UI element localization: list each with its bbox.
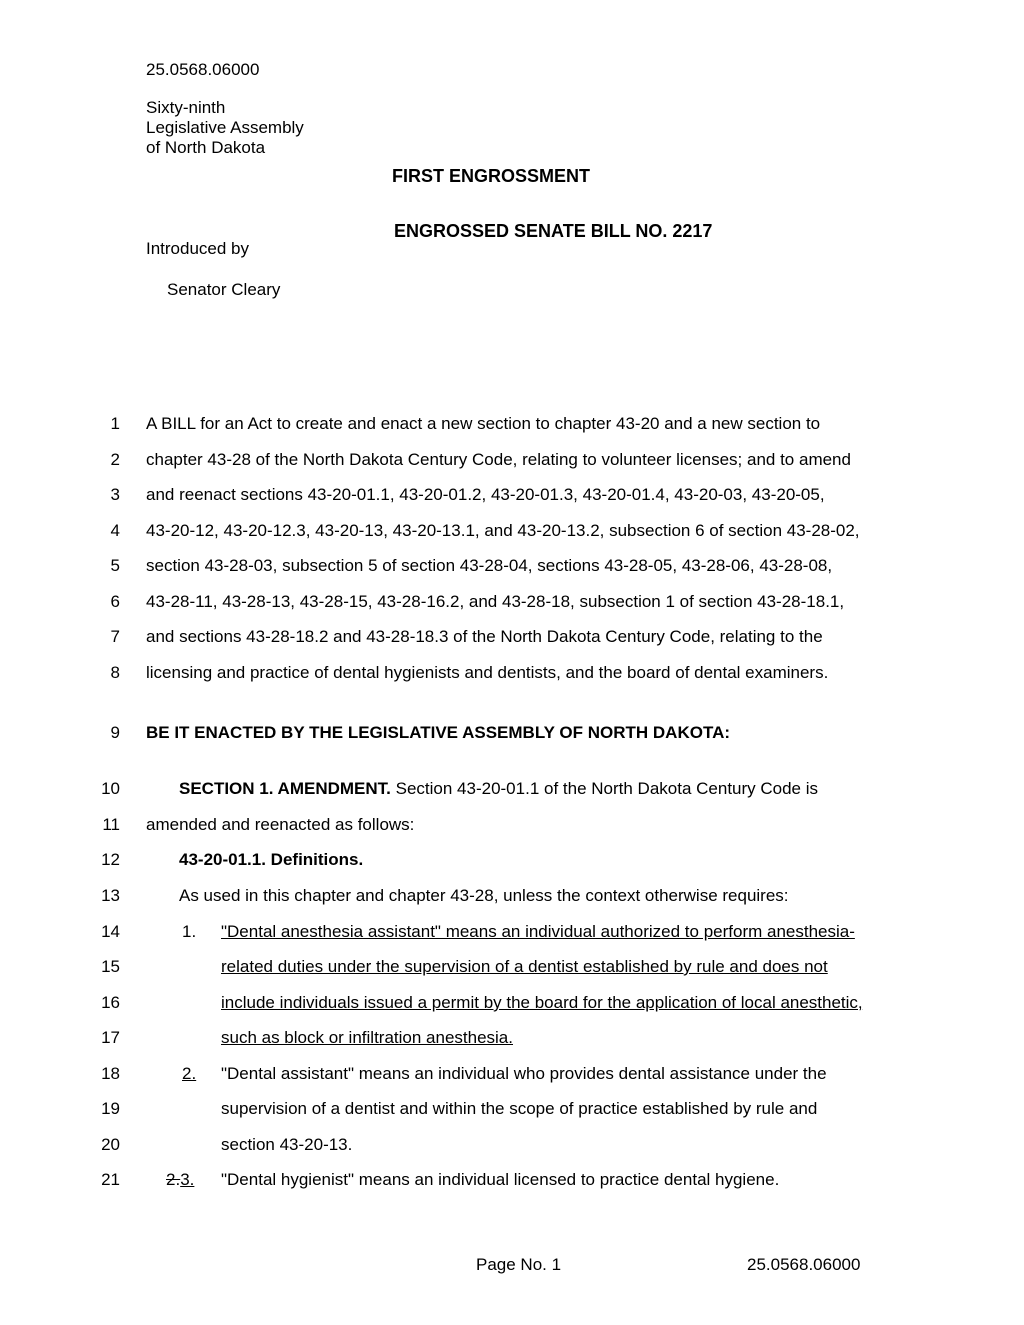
bill-text-line: 43-20-12, 43-20-12.3, 43-20-13, 43-20-13.1, and 43-20-13.2, subsection 6 of section 43-28-02,: [146, 521, 860, 540]
introduced-by-label: Introduced by: [146, 239, 250, 258]
line-number: 14: [101, 922, 120, 941]
section-heading-line: [179, 779, 818, 799]
line-number: 9: [110, 723, 120, 742]
line-number: 6: [110, 592, 120, 611]
bill-text-line: chapter 43-28 of the North Dakota Century Code, relating to volunteer licenses; and to amend: [146, 450, 851, 469]
inserted-text-line: related duties under the supervision of a dentist established by rule and does not: [221, 957, 828, 976]
line-number: 21: [101, 1170, 120, 1189]
line-number: 16: [101, 993, 120, 1012]
bill-text-line: and sections 43-28-18.2 and 43-28-18.3 of the North Dakota Century Code, relating to the: [146, 627, 823, 646]
bill-text-line: As used in this chapter and chapter 43-28, unless the context otherwise requires:: [179, 886, 789, 905]
line-number: 4: [110, 521, 120, 540]
line-number: 18: [101, 1064, 120, 1083]
line-number: 20: [101, 1135, 120, 1154]
line-number: 10: [101, 779, 120, 798]
bill-title: ENGROSSED SENATE BILL NO. 2217: [394, 221, 713, 241]
list-marker: 1.: [182, 922, 197, 941]
bill-text-line: licensing and practice of dental hygienists and dentists, and the board of dental examiners.: [146, 663, 829, 682]
line-number: 11: [102, 815, 120, 834]
new-marker: 3.: [180, 1170, 195, 1189]
assembly-line-1: Sixty-ninth: [146, 98, 226, 117]
line-number: 15: [101, 957, 120, 976]
inserted-text-line: include individuals issued a permit by the board for the application of local anesthetic,: [221, 993, 863, 1012]
line-number: 17: [101, 1028, 120, 1047]
bill-text-line: "Dental assistant" means an individual who provides dental assistance under the: [221, 1064, 827, 1083]
bill-text-line: "Dental hygienist" means an individual licensed to practice dental hygiene.: [221, 1170, 780, 1189]
document-number: 25.0568.06000: [146, 60, 260, 79]
assembly-line-2: Legislative Assembly: [146, 118, 304, 137]
assembly-line-3: of North Dakota: [146, 138, 266, 157]
list-marker: 2.: [182, 1064, 197, 1083]
struck-marker: 2.: [166, 1170, 181, 1189]
sponsor-name: Senator Cleary: [167, 280, 281, 299]
inserted-text-line: "Dental anesthesia assistant" means an individual authorized to perform anesthesia-: [221, 922, 855, 941]
line-number: 19: [101, 1099, 120, 1118]
list-marker-amended: [166, 1170, 194, 1190]
bill-text-line: supervision of a dentist and within the scope of practice established by rule and: [221, 1099, 818, 1118]
bill-text-line: section 43-20-13.: [221, 1135, 353, 1154]
bill-text-line: section 43-28-03, subsection 5 of section 43-28-04, sections 43-28-05, 43-28-06, 43-28-08,: [146, 556, 833, 575]
line-number: 1: [110, 414, 120, 433]
section-label: SECTION 1. AMENDMENT.: [179, 779, 391, 798]
line-number: 2: [110, 450, 120, 469]
page-number: Page No. 1: [476, 1255, 562, 1274]
enacting-clause: BE IT ENACTED BY THE LEGISLATIVE ASSEMBLY OF NORTH DAKOTA:: [146, 723, 731, 742]
line-number: 3: [110, 485, 120, 504]
bill-text-line: and reenact sections 43-20-01.1, 43-20-01.2, 43-20-01.3, 43-20-01.4, 43-20-03, 43-20-05,: [146, 485, 825, 504]
bill-text-line: amended and reenacted as follows:: [146, 815, 415, 834]
line-number: 5: [110, 556, 120, 575]
engrossment-title: FIRST ENGROSSMENT: [392, 166, 591, 186]
line-number: 7: [110, 627, 120, 646]
footer-document-number: 25.0568.06000: [747, 1255, 861, 1274]
definitions-heading: 43-20-01.1. Definitions.: [179, 850, 364, 869]
inserted-text-line: such as block or infiltration anesthesia.: [221, 1028, 513, 1047]
bill-text-line: 43-28-11, 43-28-13, 43-28-15, 43-28-16.2, and 43-28-18, subsection 1 of section 43-28-18.1,: [146, 592, 845, 611]
line-number: 8: [110, 663, 120, 682]
bill-text-line: A BILL for an Act to create and enact a new section to chapter 43-20 and a new section to: [146, 414, 821, 433]
line-number: 13: [101, 886, 120, 905]
line-number: 12: [101, 850, 120, 869]
section-text: Section 43-20-01.1 of the North Dakota Century Code is: [390, 779, 819, 798]
assembly-info: [146, 98, 304, 158]
